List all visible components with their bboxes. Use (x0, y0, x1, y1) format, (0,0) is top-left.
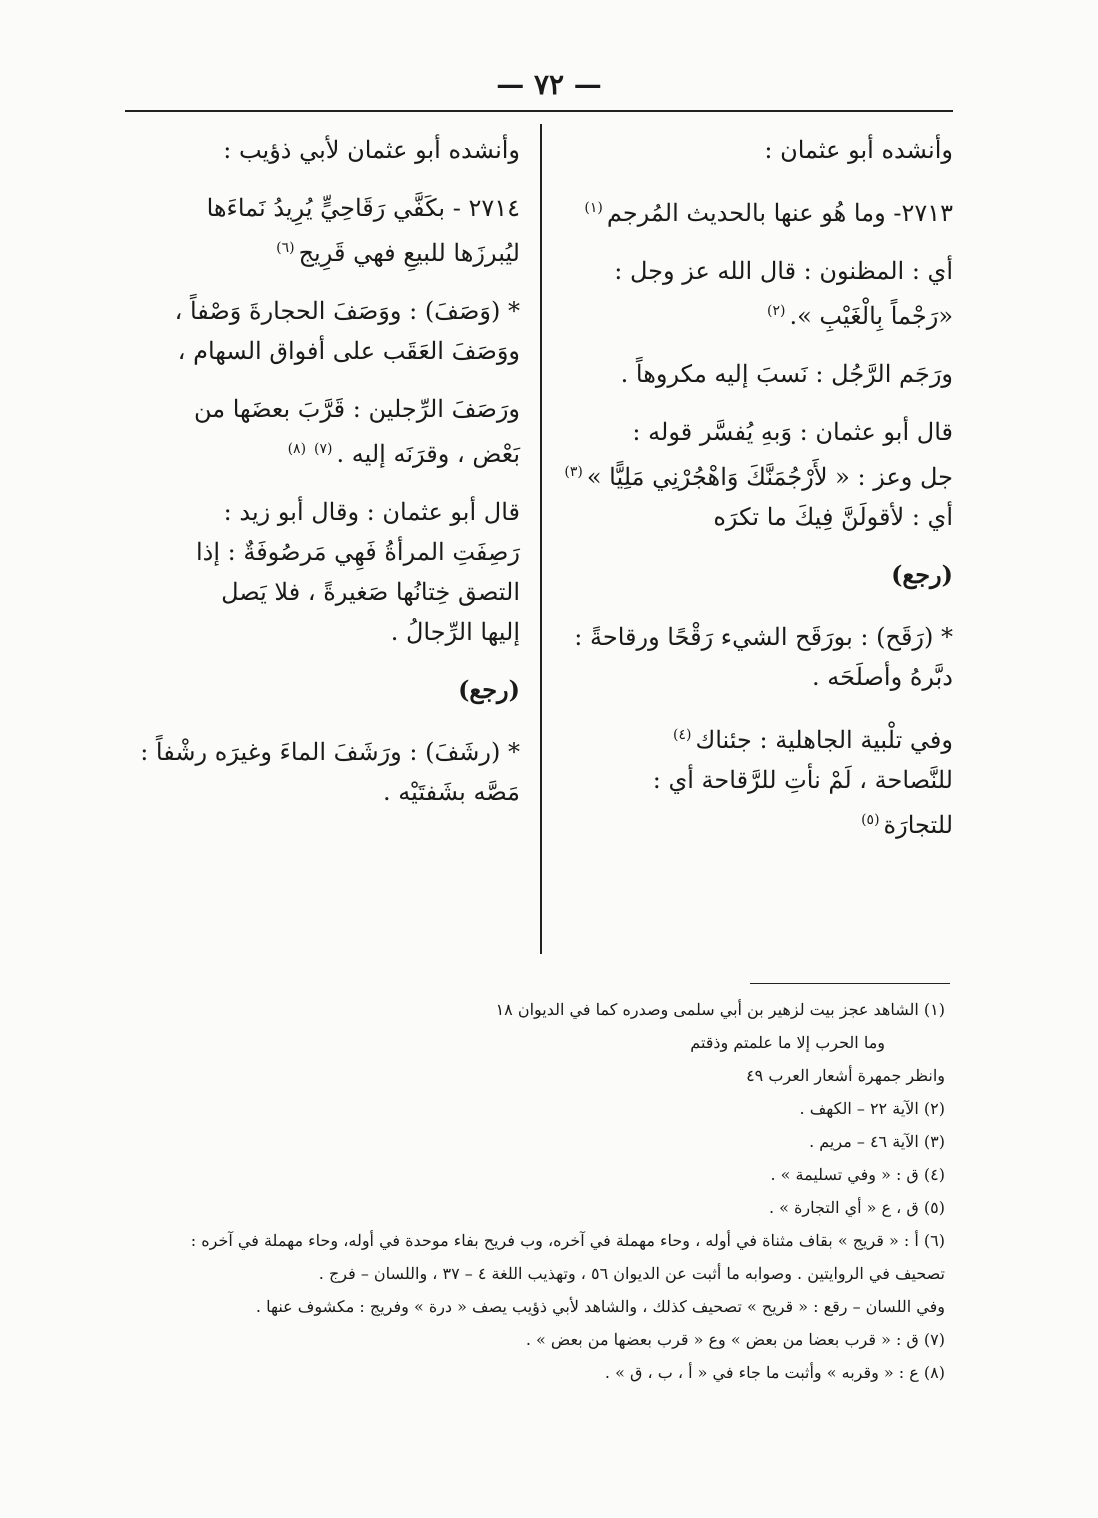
text-line: ووَصَفَ العَقَب على أفواق السهام ، (177, 337, 520, 365)
footnote-ref[interactable]: (٢) (766, 303, 786, 319)
text-line (565, 715, 953, 760)
text-line (125, 228, 520, 273)
text-line: دبَّرهُ وأصلَحَه . (811, 663, 953, 691)
footnote-ref[interactable]: (٤) (672, 727, 692, 743)
footnote: (٢) الآية ٢٢ – الكهف . (799, 1099, 945, 1118)
right-column (565, 130, 953, 863)
verse (565, 188, 953, 233)
text-line: * (رشَفَ) : ورَشَفَ الماءَ وغيرَه رشْفاً : (140, 738, 520, 766)
footnotes (130, 993, 945, 1389)
column-divider (540, 124, 542, 954)
quote-text: «رَجْماً بِالْغَيْبِ ». (789, 302, 953, 330)
verse-text: ليُبرزَها للبيعِ فهي قَرِيج (298, 239, 520, 267)
footnote: تصحيف في الروايتين . وصوابه ما أثبت عن الديوان ٥٦ ، وتهذيب اللغة ٤ – ٣٧ ، واللسان – فرج . (318, 1264, 945, 1283)
footnote-ref[interactable]: (٦) (276, 240, 295, 256)
text-line: رَصِفَتِ المرأةُ فَهِي مَرصُوفَةٌ : إذا (195, 538, 520, 566)
line-text: بَعْض ، وقرَنَه إليه . (336, 440, 520, 468)
text-line: إليها الرِّجالُ . (390, 618, 520, 646)
footnote-verse: وما الحرب إلا ما علمتم وذقتم (690, 1033, 885, 1052)
section-heading: (رجع) (891, 560, 953, 589)
footnote-ref[interactable]: (٨) (287, 441, 307, 457)
footnote-ref[interactable]: (١) (584, 200, 603, 216)
footnote: (٤) ق : « وفي تسليمة » . (770, 1165, 945, 1184)
text-line: التصق خِتانُها صَغيرةً ، فلا يَصل (221, 578, 520, 606)
text-line: ٢٧١٤ - بكَفَّي رَقَاحِيٍّ يُرِيدُ نَماءَها (206, 194, 520, 222)
footnote: (٥) ق ، ع « أي التجارة » . (769, 1198, 945, 1217)
footnote: (٦) أ : « قريج » بقاف مثناة في أوله ، وحاء مهملة في آخره، وب فريح بفاء موحدة في أوله، وحاء مهملة في آخره : (190, 1231, 945, 1250)
verse-text: ٢٧١٣- وما هُو عنها بالحديث المُرجم (606, 199, 953, 227)
paragraph (125, 492, 520, 652)
footnote: (١) الشاهد عجز بيت لزهير بن أبي سلمى وصدره كما في الديوان ١٨ (495, 1000, 945, 1019)
section-heading: (رجع) (458, 675, 520, 704)
verse (125, 188, 520, 273)
text-line (565, 452, 953, 497)
text-line: وأنشده أبو عثمان لأبي ذؤيب : (223, 136, 520, 164)
quote-text: جل وعز : « لأَرْجُمَنَّكَ وَاهْجُرْنِي مَلِيًّا » (586, 463, 953, 491)
text-line: ورَصَفَ الرِّجلين : قَرَّبَ بعضَها من (193, 395, 520, 423)
footnote: وانظر جمهرة أشعار العرب ٤٩ (746, 1066, 945, 1085)
paragraph (565, 251, 953, 336)
paragraph (125, 732, 520, 812)
footnote: (٣) الآية ٤٦ – مريم . (809, 1132, 945, 1151)
text-line: أي : لأقولَنَّ فِيكَ ما تكرَه (713, 503, 953, 531)
text-line: ورَجَم الرَّجُل : نَسبَ إليه مكروهاً . (620, 360, 953, 388)
text-line: قال أبو عثمان : وقال أبو زيد : (223, 498, 520, 526)
line-text: وفي تلْبية الجاهلية : جئناك (695, 726, 953, 754)
text-line: * (وَصَفَ) : ووَصَفَ الحجارةَ وَصْفاً ، (174, 297, 520, 325)
footnote-ref[interactable]: (٣) (564, 464, 583, 480)
text-line (565, 800, 953, 845)
paragraph (125, 291, 520, 371)
text-line: وأنشده أبو عثمان : (764, 136, 953, 164)
paragraph (125, 130, 520, 170)
text-line (565, 291, 953, 336)
footnote-ref[interactable]: (٥) (861, 812, 880, 828)
text-line: قال أبو عثمان : وَبهِ يُفسَّر قوله : (632, 418, 953, 446)
left-column (125, 130, 520, 830)
paragraph (565, 715, 953, 845)
text-line: مَصَّه بشَفتَيْه . (382, 778, 520, 806)
page-number: — ٧٢ — (496, 68, 602, 101)
paragraph (565, 130, 953, 170)
paragraph (565, 617, 953, 697)
header-rule (125, 110, 953, 112)
footnote-rule (750, 983, 950, 984)
text-line: * (رَقَح) : بورَقَح الشيء رَقْحًا ورقاحةً : (574, 623, 953, 651)
text-line: للنَّصاحة ، لَمْ نأتِ للرَّقاحة أي : (652, 766, 953, 794)
footnote-ref[interactable]: (٧) (314, 441, 333, 457)
footnote: (٨) ع : « وقربه » وأثبت ما جاء في « أ ، ب ، ق » . (604, 1363, 945, 1382)
paragraph (125, 389, 520, 474)
footnote: (٧) ق : « قرب بعضا من بعض » وع « قرب بعضها من بعض » . (525, 1330, 945, 1349)
footnote: وفي اللسان – رقع : « قريح » تصحيف كذلك ، والشاهد لأبي ذؤيب يصف « درة » وفريج : مكشوف عنها . (255, 1297, 945, 1316)
paragraph (565, 354, 953, 394)
line-text: للتجارَة (883, 811, 953, 839)
text-line (565, 188, 953, 233)
text-line (125, 429, 520, 474)
text-line: أي : المظنون : قال الله عز وجل : (614, 257, 953, 285)
paragraph (565, 412, 953, 537)
